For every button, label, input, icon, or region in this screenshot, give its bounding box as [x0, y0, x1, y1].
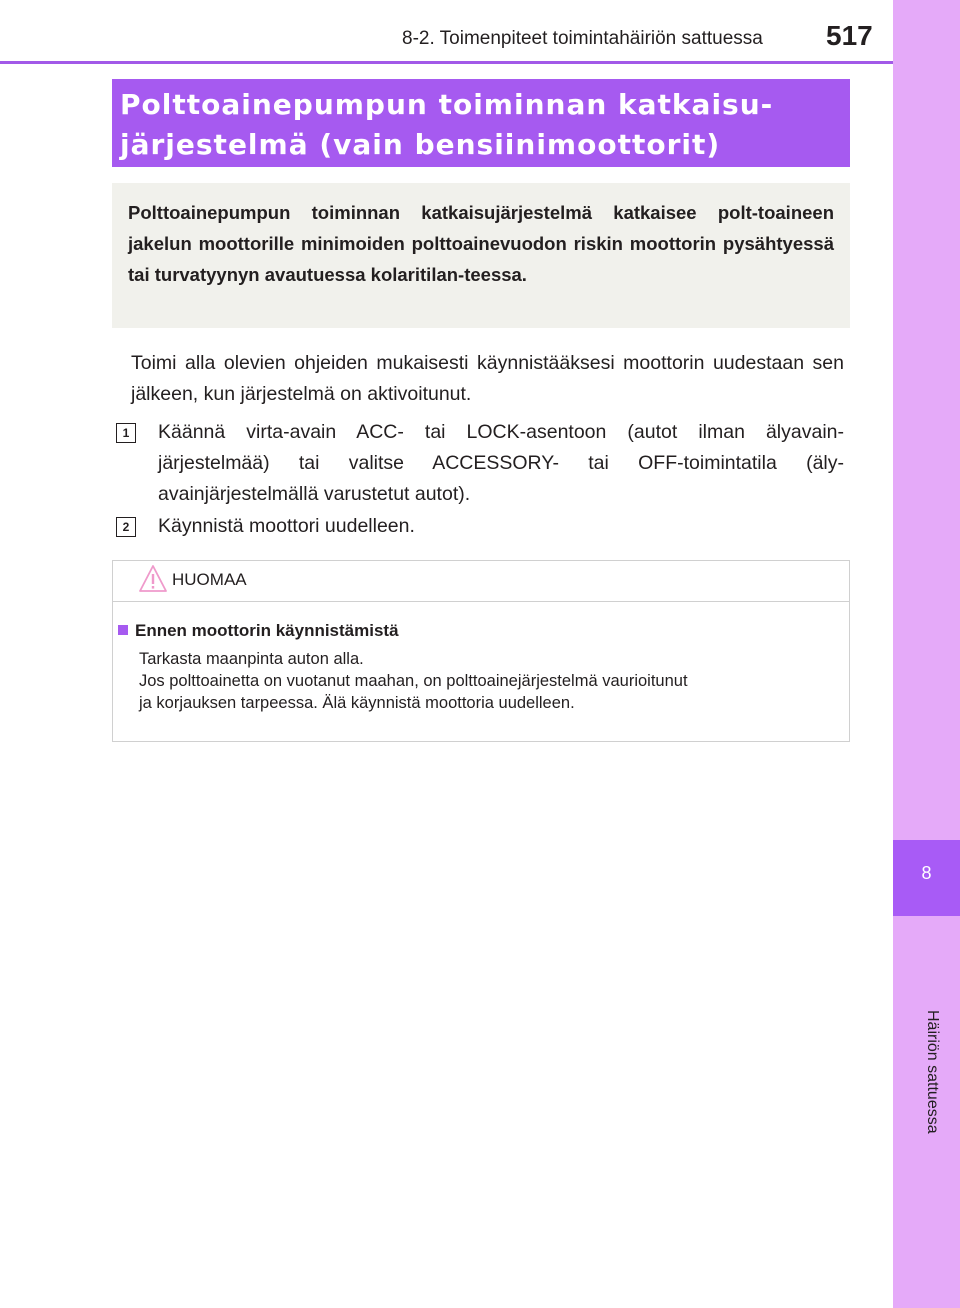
page-number: 517	[826, 20, 873, 51]
chapter-label: Häiriön sattuessa	[924, 1010, 941, 1134]
notice-box	[112, 560, 850, 742]
step-text: Käännä virta-avain ACC- tai LOCK-asentoon (autot ilman älyavain-järjestelmää) tai valitse ACCESSORY- tai OFF-toimintatila (äly-avainjärjestelmällä varustetut autot).	[158, 421, 844, 505]
step-text: Käynnistä moottori uudelleen.	[158, 515, 415, 537]
notice-header	[113, 561, 849, 602]
warning-triangle-icon	[138, 564, 168, 594]
running-header: 8-2. Toimenpiteet toimintahäiriön sattuessa	[402, 28, 763, 49]
notice-subheading	[118, 620, 849, 642]
section-heading-line-1: Polttoainepumpun toiminnan katkaisu-	[120, 88, 774, 121]
notice-subheading-text: Ennen moottorin käynnistämistä	[135, 621, 399, 640]
intro-box	[112, 183, 850, 328]
section-heading-line-2: järjestelmä (vain bensiinimoottorit)	[120, 128, 721, 161]
notice-line: Jos polttoainetta on vuotanut maahan, on polttoainejärjestelmä vaurioitunut	[139, 672, 688, 690]
step-number-badge: 2	[116, 517, 136, 537]
notice-body	[113, 602, 849, 714]
body-paragraph: Toimi alla olevien ohjeiden mukaisesti käynnistääksesi moottorin uudestaan sen jälkeen, kun järjestelmä on aktivoitunut.	[131, 352, 844, 405]
intro-text: Polttoainepumpun toiminnan katkaisujärjestelmä katkaisee polt-toaineen jakelun moottorille minimoiden polttoainevuodon riskin moottorin pysähtyessä tai turvatyynyn avautuessa kolaritilan-teessa.	[128, 202, 834, 285]
notice-title: HUOMAA	[172, 570, 247, 589]
section-heading	[112, 79, 850, 167]
step-2	[116, 511, 844, 542]
header-divider	[0, 61, 893, 64]
notice-line: ja korjauksen tarpeessa. Älä käynnistä moottoria uudelleen.	[139, 694, 575, 712]
step-1	[116, 417, 844, 510]
bullet-square-icon	[118, 625, 128, 635]
step-number-badge: 1	[116, 423, 136, 443]
notice-line: Tarkasta maanpinta auton alla.	[139, 650, 364, 668]
chapter-number: 8	[893, 840, 960, 916]
chapter-label-container	[893, 1010, 960, 1250]
